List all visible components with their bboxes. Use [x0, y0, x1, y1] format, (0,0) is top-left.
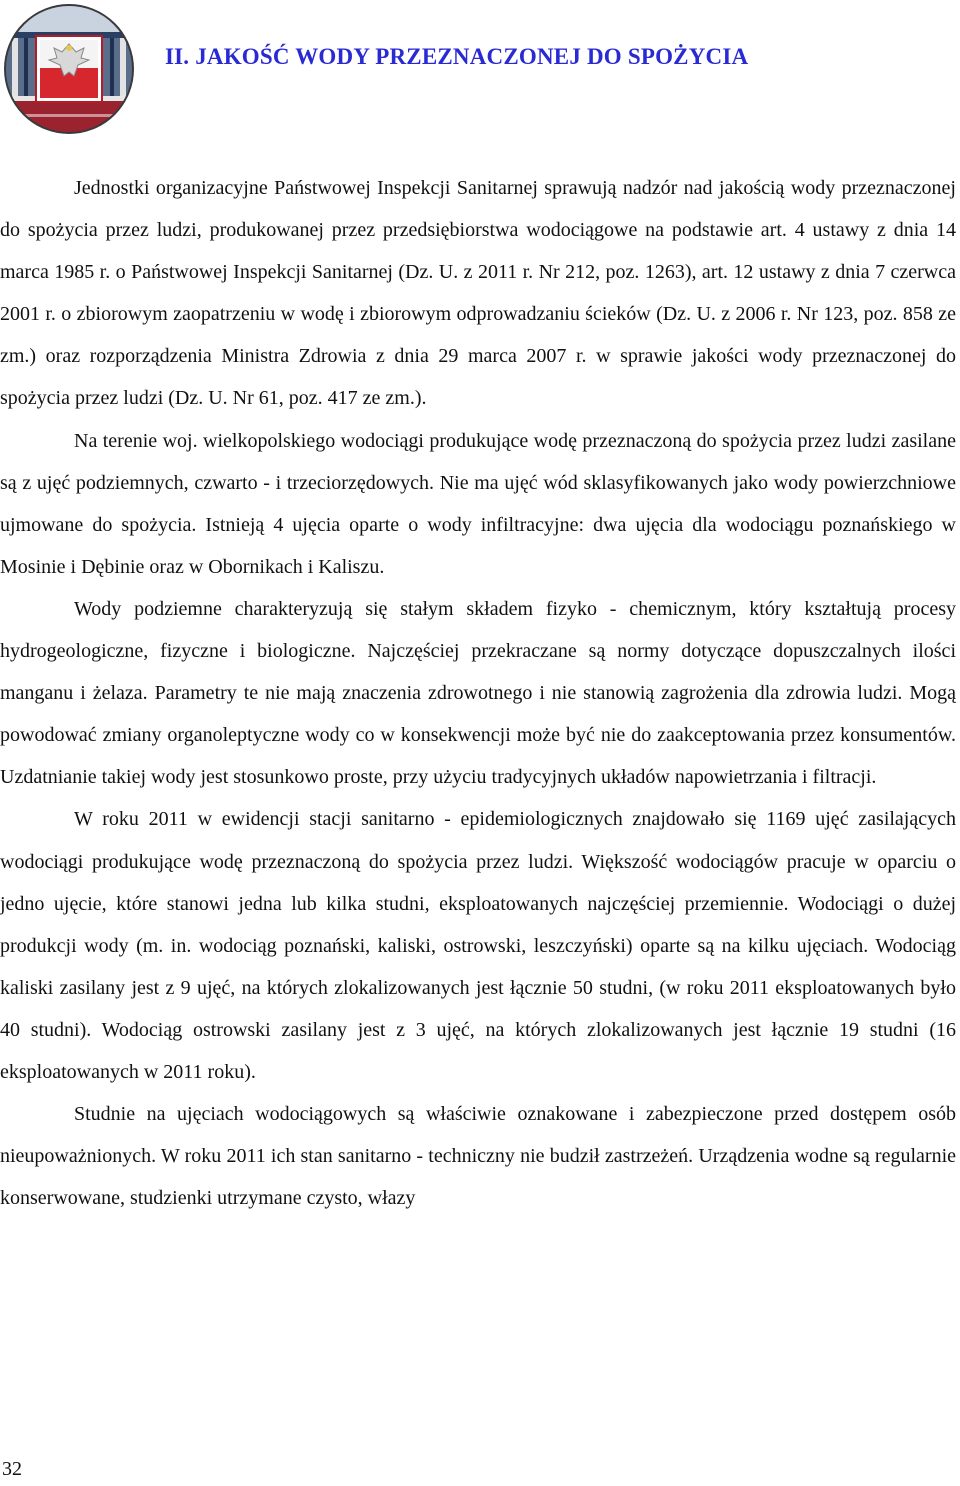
paragraph: W roku 2011 w ewidencji stacji sanitarno - epidemiologicznych znajdowało się 1169 ujęć zasilających wodociągi produkujące wodę przeznaczoną do spożycia przez ludzi. Większość wodociągów pracuje w oparciu o jedno ujęcie, które stanowi jedna lub kilka studni, eksploatowanych najczęściej przemiennie. Wodociągi o dużej produkcji wody (m. in. wodociąg poznański, kaliski, ostrowski, leszczyński) oparte są na kilku ujęciach. Wodociąg kaliski zasilany jest z 9 ujęć, na których zlokalizowanych jest łącznie 50 studni, (w roku 2011 eksploatowanych było 40 studni). Wodociąg ostrowski zasilany jest z 3 ujęć, na których zlokalizowanych jest łącznie 19 studni (16 eksploatowanych w 2011 roku).: [0, 808, 956, 1083]
document-body: [0, 167, 956, 1219]
polish-eagle-emblem-icon: [2, 2, 136, 136]
page-section-title: II. JAKOŚĆ WODY PRZEZNACZONEJ DO SPOŻYCIA: [165, 44, 749, 69]
page-number: 32: [2, 1458, 22, 1480]
paragraph: Na terenie woj. wielkopolskiego wodociągi produkujące wodę przeznaczoną do spożycia przez ludzi zasilane są z ujęć podziemnych, czwarto - i trzeciorzędowych. Nie ma ujęć wód sklasyfikowanych jako wody powierzchniowe ujmowane do spożycia. Istnieją 4 ujęcia oparte o wody infiltracyjne: dwa ujęcia dla wodociągu poznańskiego w Mosinie i Dębinie oraz w Obornikach i Kaliszu.: [0, 429, 956, 578]
paragraph: Jednostki organizacyjne Państwowej Inspekcji Sanitarnej sprawują nadzór nad jakością wody przeznaczonej do spożycia przez ludzi, produkowanej przez przedsiębiorstwa wodociągowe na podstawie art. 4 ustawy z dnia 14 marca 1985 r. o Państwowej Inspekcji Sanitarnej (Dz. U. z 2011 r. Nr 212, poz. 1263), art. 12 ustawy z dnia 7 czerwca 2001 r. o zbiorowym zaopatrzeniu w wodę i zbiorowym odprowadzaniu ścieków (Dz. U. z 2006 r. Nr 123, poz. 858 ze zm.) oraz rozporządzenia Ministra Zdrowia z dnia 29 marca 2007 r. w sprawie jakości wody przeznaczonej do spożycia przez ludzi (Dz. U. Nr 61, poz. 417 ze zm.).: [0, 177, 956, 410]
paragraph: Studnie na ujęciach wodociągowych są właściwie oznakowane i zabezpieczone przed dostępem osób nieupoważnionych. W roku 2011 ich stan sanitarno - techniczny nie budził zastrzeżeń. Urządzenia wodne są regularnie konserwowane, studzienki utrzymane czysto, włazy: [0, 1103, 956, 1210]
paragraph: Wody podziemne charakteryzują się stałym składem fizyko - chemicznym, który kształtują procesy hydrogeologiczne, fizyczne i biologiczne. Najczęściej przekraczane są normy dotyczące dopuszczalnych ilości manganu i żelaza. Parametry te nie mają znaczenia zdrowotnego i nie stanowią zagrożenia dla zdrowia ludzi. Mogą powodować zmiany organoleptyczne wody co w konsekwencji może być nie do zaakceptowania przez konsumentów. Uzdatnianie takiej wody jest stosunkowo proste, przy użyciu tradycyjnych układów napowietrzania i filtracji.: [0, 597, 956, 789]
